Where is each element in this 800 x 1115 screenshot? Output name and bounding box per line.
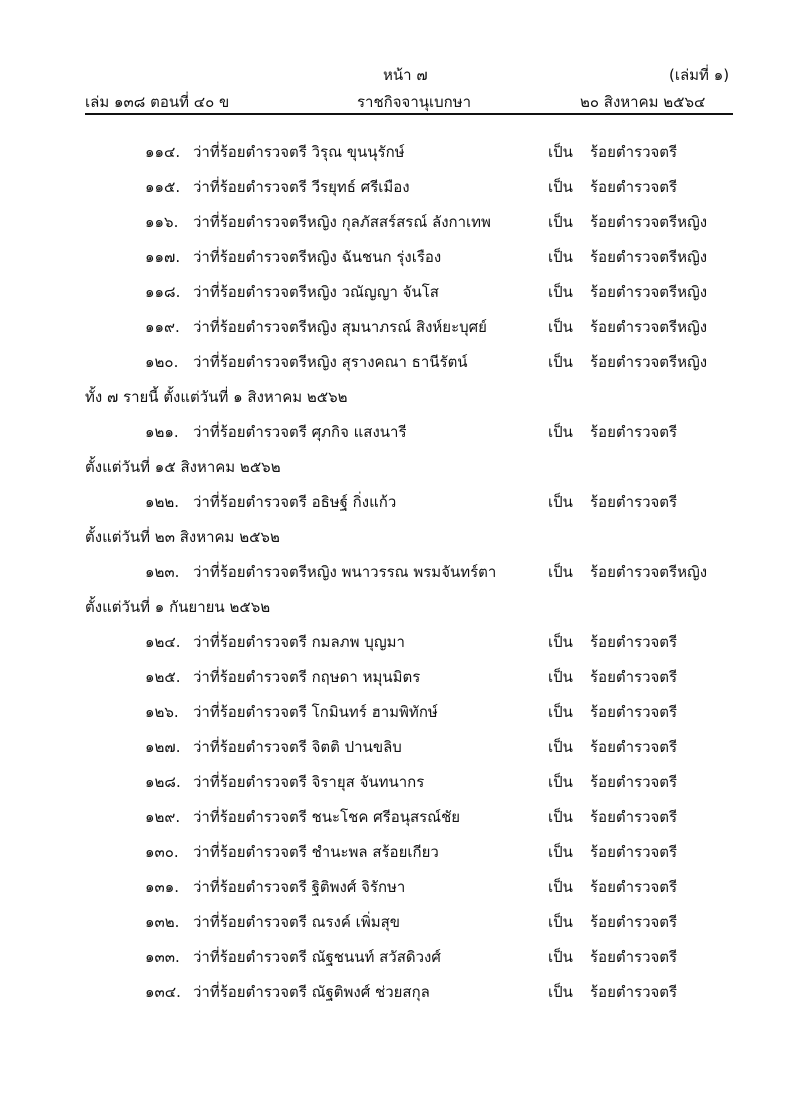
becomes-label: เป็น (548, 178, 573, 196)
becomes-label: เป็น (548, 318, 573, 336)
new-rank: ร้อยตำรวจตรีหญิง (590, 283, 708, 301)
item-number: ๑๒๘. (145, 773, 181, 791)
effective-date-note (0, 447, 800, 482)
note-text: ทั้ง ๗ รายนี้ ตั้งแต่วันที่ ๑ สิงหาคม ๒๕๖๒ (85, 388, 348, 406)
item-number: ๑๑๖. (145, 213, 179, 231)
becomes-label: เป็น (548, 213, 573, 231)
new-rank: ร้อยตำรวจตรี (590, 493, 678, 511)
item-number: ๑๒๔. (145, 633, 181, 651)
item-number: ๑๒๗. (145, 738, 181, 756)
becomes-label: เป็น (548, 703, 573, 721)
appointee-name: ว่าที่ร้อยตำรวจตรี วิรุณ ขุนนุรักษ์ (193, 143, 405, 161)
item-number: ๑๒๓. (145, 563, 180, 581)
becomes-label: เป็น (548, 633, 573, 651)
item-number: ๑๑๕. (145, 178, 181, 196)
new-rank: ร้อยตำรวจตรี (590, 143, 678, 161)
becomes-label: เป็น (548, 738, 573, 756)
new-rank: ร้อยตำรวจตรี (590, 843, 678, 861)
item-number: ๑๓๓. (145, 948, 180, 966)
new-rank: ร้อยตำรวจตรีหญิง (590, 213, 708, 231)
appointment-row (0, 237, 800, 272)
appointment-row (0, 412, 800, 447)
item-number: ๑๓๔. (145, 983, 181, 1001)
appointment-row (0, 342, 800, 377)
new-rank: ร้อยตำรวจตรี (590, 633, 678, 651)
effective-date-note (0, 517, 800, 552)
appointment-row (0, 482, 800, 517)
publication-date: ๒๐ สิงหาคม ๒๕๖๔ (580, 93, 706, 111)
item-number: ๑๒๖. (145, 703, 179, 721)
appointee-name: ว่าที่ร้อยตำรวจตรี จิตติ ปานขลิบ (193, 738, 402, 756)
appointment-list (0, 132, 800, 1007)
new-rank: ร้อยตำรวจตรีหญิง (590, 353, 708, 371)
header-rule (85, 113, 733, 115)
appointee-name: ว่าที่ร้อยตำรวจตรี ชนะโชค ศรีอนุสรณ์ชัย (193, 808, 461, 826)
appointee-name: ว่าที่ร้อยตำรวจตรี ชำนะพล สร้อยเกียว (193, 843, 439, 861)
appointment-row (0, 167, 800, 202)
becomes-label: เป็น (548, 843, 573, 861)
appointee-name: ว่าที่ร้อยตำรวจตรีหญิง พนาวรรณ พรมจันทร์ตา (193, 563, 497, 581)
new-rank: ร้อยตำรวจตรี (590, 948, 678, 966)
appointment-row (0, 692, 800, 727)
appointee-name: ว่าที่ร้อยตำรวจตรี ฐิติพงศ์ จิรักษา (193, 878, 406, 896)
appointment-row (0, 937, 800, 972)
appointment-row (0, 762, 800, 797)
appointee-name: ว่าที่ร้อยตำรวจตรีหญิง สุรางคณา ธานีรัตน์ (193, 353, 468, 371)
new-rank: ร้อยตำรวจตรีหญิง (590, 318, 708, 336)
note-text: ตั้งแต่วันที่ ๑๕ สิงหาคม ๒๕๖๒ (85, 458, 281, 476)
new-rank: ร้อยตำรวจตรี (590, 423, 678, 441)
issue-info: เล่ม ๑๓๘ ตอนที่ ๔๐ ข (85, 93, 230, 111)
becomes-label: เป็น (548, 493, 573, 511)
appointee-name: ว่าที่ร้อยตำรวจตรี อธิษฐ์ กิ่งแก้ว (193, 493, 397, 511)
appointee-name: ว่าที่ร้อยตำรวจตรีหญิง กุลภัสสร์สรณ์ ลังกาเทพ (193, 213, 491, 231)
volume-part: (เล่มที่ ๑) (669, 66, 730, 84)
appointment-row (0, 657, 800, 692)
new-rank: ร้อยตำรวจตรี (590, 668, 678, 686)
item-number: ๑๑๔. (145, 143, 181, 161)
appointment-row (0, 307, 800, 342)
becomes-label: เป็น (548, 948, 573, 966)
appointee-name: ว่าที่ร้อยตำรวจตรี ณรงค์ เพิ่มสุข (193, 913, 400, 931)
item-number: ๑๑๗. (145, 248, 181, 266)
appointee-name: ว่าที่ร้อยตำรวจตรี โกมินทร์ ฮามพิทักษ์ (193, 703, 438, 721)
appointee-name: ว่าที่ร้อยตำรวจตรี ณัฐติพงศ์ ช่วยสกุล (193, 983, 430, 1001)
new-rank: ร้อยตำรวจตรี (590, 178, 678, 196)
page-number: หน้า ๗ (383, 66, 428, 84)
appointee-name: ว่าที่ร้อยตำรวจตรีหญิง วณัญญา จันโส (193, 283, 439, 301)
item-number: ๑๒๑. (145, 423, 179, 441)
appointment-row (0, 272, 800, 307)
becomes-label: เป็น (548, 808, 573, 826)
appointment-row (0, 902, 800, 937)
new-rank: ร้อยตำรวจตรี (590, 983, 678, 1001)
appointee-name: ว่าที่ร้อยตำรวจตรี จิรายุส จันทนากร (193, 773, 425, 791)
new-rank: ร้อยตำรวจตรี (590, 913, 678, 931)
becomes-label: เป็น (548, 668, 573, 686)
appointee-name: ว่าที่ร้อยตำรวจตรี วีรยุทธ์ ศรีเมือง (193, 178, 410, 196)
note-text: ตั้งแต่วันที่ ๒๓ สิงหาคม ๒๕๖๒ (85, 528, 280, 546)
item-number: ๑๑๙. (145, 318, 180, 336)
new-rank: ร้อยตำรวจตรี (590, 808, 678, 826)
appointee-name: ว่าที่ร้อยตำรวจตรีหญิง ฉันชนก รุ่งเรือง (193, 248, 442, 266)
becomes-label: เป็น (548, 143, 573, 161)
new-rank: ร้อยตำรวจตรีหญิง (590, 563, 708, 581)
appointee-name: ว่าที่ร้อยตำรวจตรี กฤษดา หมุนมิตร (193, 668, 421, 686)
becomes-label: เป็น (548, 983, 573, 1001)
item-number: ๑๓๑. (145, 878, 180, 896)
becomes-label: เป็น (548, 283, 573, 301)
appointment-row (0, 727, 800, 762)
effective-date-note (0, 377, 800, 412)
appointee-name: ว่าที่ร้อยตำรวจตรี ณัฐชนนท์ สวัสดิวงศ์ (193, 948, 441, 966)
new-rank: ร้อยตำรวจตรีหญิง (590, 248, 708, 266)
becomes-label: เป็น (548, 353, 573, 371)
appointment-row (0, 552, 800, 587)
item-number: ๑๒๐. (145, 353, 179, 371)
appointee-name: ว่าที่ร้อยตำรวจตรี ศุภกิจ แสงนารี (193, 423, 407, 441)
appointee-name: ว่าที่ร้อยตำรวจตรีหญิง สุมนาภรณ์ สิงห์ยะบุศย์ (193, 318, 487, 336)
item-number: ๑๒๕. (145, 668, 181, 686)
appointment-row (0, 832, 800, 867)
becomes-label: เป็น (548, 913, 573, 931)
item-number: ๑๒๙. (145, 808, 181, 826)
item-number: ๑๒๒. (145, 493, 180, 511)
becomes-label: เป็น (548, 773, 573, 791)
appointment-row (0, 867, 800, 902)
effective-date-note (0, 587, 800, 622)
becomes-label: เป็น (548, 248, 573, 266)
appointment-row (0, 622, 800, 657)
appointee-name: ว่าที่ร้อยตำรวจตรี กมลภพ บุญมา (193, 633, 405, 651)
publication-title: ราชกิจจานุเบกษา (357, 93, 472, 111)
new-rank: ร้อยตำรวจตรี (590, 878, 678, 896)
new-rank: ร้อยตำรวจตรี (590, 703, 678, 721)
appointment-row (0, 797, 800, 832)
becomes-label: เป็น (548, 563, 573, 581)
becomes-label: เป็น (548, 878, 573, 896)
item-number: ๑๑๘. (145, 283, 181, 301)
new-rank: ร้อยตำรวจตรี (590, 773, 678, 791)
appointment-row (0, 132, 800, 167)
appointment-row (0, 972, 800, 1007)
item-number: ๑๓๐. (145, 843, 179, 861)
appointment-row (0, 202, 800, 237)
becomes-label: เป็น (548, 423, 573, 441)
new-rank: ร้อยตำรวจตรี (590, 738, 678, 756)
note-text: ตั้งแต่วันที่ ๑ กันยายน ๒๕๖๒ (85, 598, 271, 616)
item-number: ๑๓๒. (145, 913, 180, 931)
